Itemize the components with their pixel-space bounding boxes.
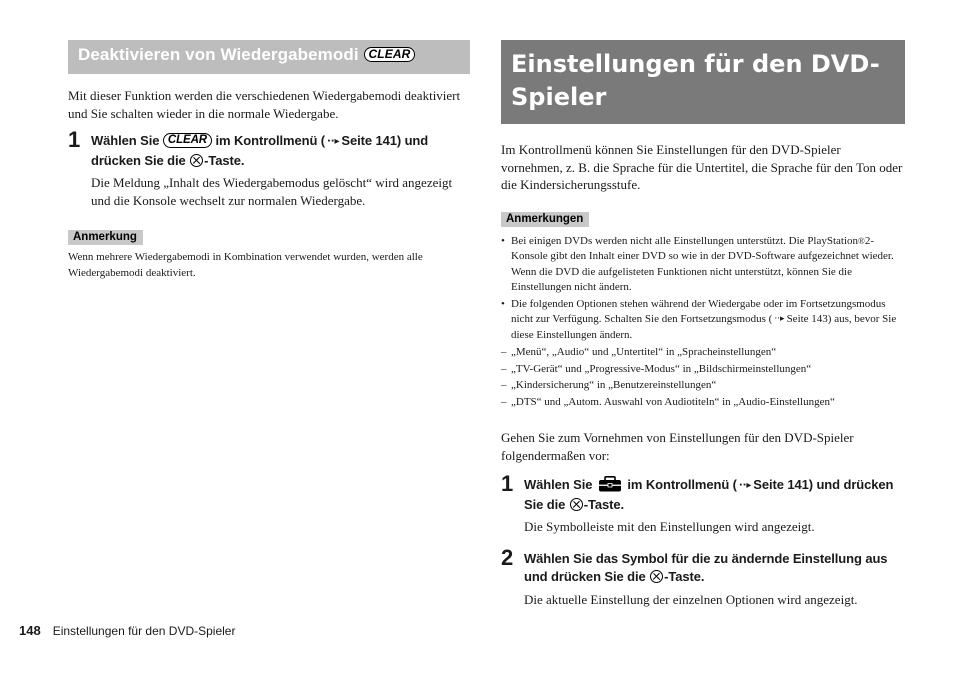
option-item (501, 344, 905, 361)
step-title (524, 550, 905, 587)
dash-mark: – (501, 362, 507, 375)
step-1 (68, 127, 470, 209)
intro-text: Im Kontrollmenü können Sie Einstellungen für den DVD-Spieler vornehmen, z. B. die Sprache für die Untertitel, die Sprache für den Ton oder die Kindersicherungsstufe. (501, 142, 903, 192)
page-reference-arrow-icon: ··▸ (738, 480, 752, 491)
step-title (524, 476, 905, 514)
notes-list (501, 234, 905, 344)
cross-button-icon (190, 154, 203, 167)
dash-mark: – (501, 379, 507, 391)
page-number: 148 (19, 623, 41, 638)
step-text: -Taste. (204, 152, 245, 168)
intro-text: Mit dieser Funktion werden die verschiedenen Wiedergabemodi deaktiviert und Sie schalten wieder in die normale Wiedergabe. (68, 88, 461, 121)
step-text: Seite 141) und drücken Sie die (524, 477, 894, 512)
right-column (501, 40, 905, 608)
step-text: -Taste. (664, 569, 705, 584)
chapter-heading: Einstellungen für den DVD- (511, 50, 880, 78)
bullet-mark: • (501, 234, 505, 247)
option-text: „TV-Gerät“ und „Progressive-Modus“ in „Bildschirmeinstellungen“ (511, 362, 812, 375)
note-label: Anmerkung (68, 230, 143, 245)
page-footer (19, 622, 235, 640)
step-number: 2 (501, 544, 514, 570)
notes-block (501, 209, 905, 411)
note-block (68, 227, 470, 281)
option-item (501, 377, 905, 394)
footer-title: Einstellungen für den DVD-Spieler (52, 624, 236, 638)
note-text: Bei einigen DVDs werden nicht alle Einstellungen unterstützt. Die PlayStation (511, 234, 859, 247)
section-heading-bar (68, 40, 470, 74)
cross-button-icon (570, 498, 583, 511)
notes-label: Anmerkungen (501, 212, 589, 227)
page-reference-arrow-icon: ··▸ (327, 136, 340, 147)
option-text: „Menü“, „Audio“ und „Untertitel“ in „Spracheinstellungen“ (511, 346, 777, 358)
cross-button-icon (650, 570, 663, 583)
step-description: Die Meldung „Inhalt des Wiedergabemodus gelöscht“ wird angezeigt und die Konsole wechselt zur normalen Wiedergabe. (91, 175, 453, 208)
chapter-heading-bar (501, 40, 905, 124)
step-title (91, 132, 470, 170)
step-text: Wählen Sie (91, 133, 160, 148)
clear-button-icon: CLEAR (163, 133, 212, 148)
note-text: Wenn mehrere Wiedergabemodi in Kombination verwendet wurden, werden alle Wiedergabemodi deaktiviert. (68, 251, 423, 279)
dash-mark: – (501, 346, 507, 358)
note-text: Die folgenden Optionen stehen während der Wiedergabe oder im Fortsetzungsmodus nicht zur Verfügung. Schalten Sie den Fortsetzungsmodus ( (511, 297, 886, 325)
option-item (501, 361, 905, 378)
note-item (501, 234, 905, 296)
option-item (501, 394, 905, 411)
note-item (501, 297, 905, 344)
step-text: im Kontrollmenü ( (215, 133, 326, 148)
step-1 (501, 471, 905, 536)
bullet-mark: • (501, 297, 505, 310)
page-reference-arrow-icon: ··▸ (774, 314, 785, 324)
dash-mark: – (501, 395, 507, 408)
option-text: „Kindersicherung“ in „Benutzereinstellungen“ (511, 379, 717, 391)
step-2 (501, 544, 905, 609)
note-text: 2-Konsole gibt den Inhalt einer DVD so wie in der DVD-Software aufgezeichnet wieder. Wenn die DVD die aufgelisteten Funktionen nicht unterstützt, können Sie die Einstellungen nicht ändern. (511, 234, 894, 293)
options-list (501, 344, 905, 410)
step-number: 1 (501, 471, 514, 496)
step-text: Wählen Sie das Symbol für die zu ändernde Einstellung aus und drücken Sie die (524, 550, 888, 584)
settings-toolbox-icon (598, 476, 622, 492)
lead-text: Gehen Sie zum Vornehmen von Einstellungen für den DVD-Spieler folgendermaßen vor: (501, 430, 854, 463)
step-number: 1 (68, 127, 81, 152)
step-text: Wählen Sie (524, 477, 593, 492)
step-text: -Taste. (583, 496, 624, 512)
left-column (68, 40, 470, 281)
registered-mark: ® (858, 235, 865, 246)
step-description: Die aktuelle Einstellung der einzelnen Optionen wird angezeigt. (524, 591, 858, 607)
note-text: Seite 143) aus, bevor Sie diese Einstellungen ändern. (511, 313, 897, 341)
step-description: Die Symbolleiste mit den Einstellungen wird angezeigt. (524, 519, 815, 534)
option-text: „DTS“ und „Autom. Auswahl von Audiotiteln“ in „Audio-Einstellungen“ (511, 395, 835, 408)
clear-button-icon: CLEAR (364, 47, 416, 62)
chapter-heading: Spieler (511, 83, 607, 111)
step-text: Seite 141) und drücken Sie die (91, 133, 429, 168)
section-heading: Deaktivieren von Wiedergabemodi (78, 45, 359, 64)
step-text: im Kontrollmenü ( (627, 477, 737, 492)
